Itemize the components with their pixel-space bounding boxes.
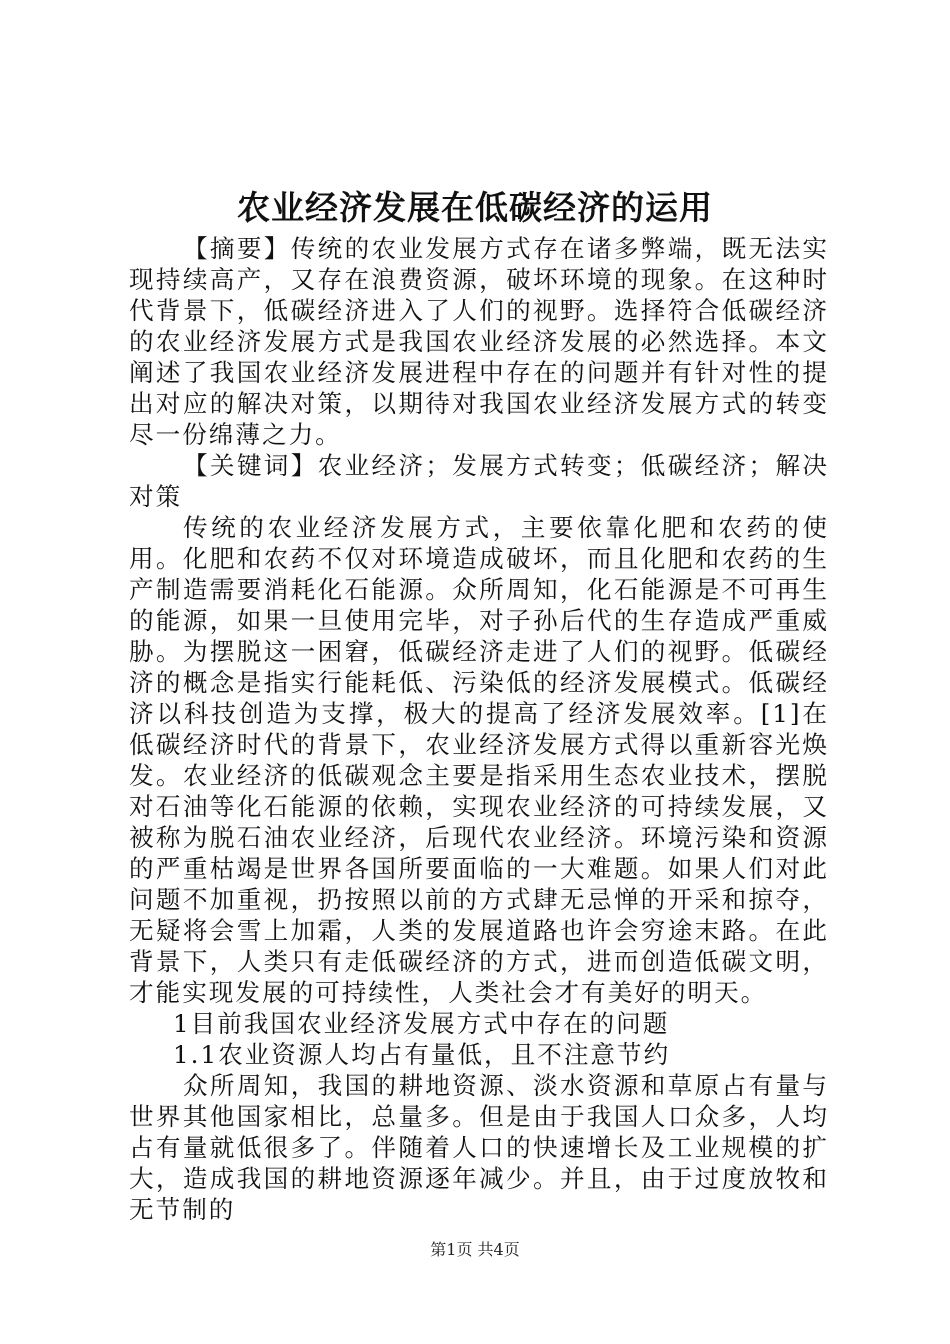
document-body bbox=[129, 233, 829, 1225]
body-paragraph: 传统的农业经济发展方式，主要依靠化肥和农药的使用。化肥和农药不仅对环境造成破坏，而且化肥和农药的生产制造需要消耗化石能源。众所周知，化石能源是不可再生的能源，如果一旦使用完毕，对子孙后代的生存造成严重威胁。为摆脱这一困窘，低碳经济走进了人们的视野。低碳经济的概念是指实行能耗低、污染低的经济发展模式。低碳经济以科技创造为支撑，极大的提高了经济发展效率。[1]在低碳经济时代的背景下，农业经济发展方式得以重新容光焕发。农业经济的低碳观念主要是指采用生态农业技术，摆脱对石油等化石能源的依赖，实现农业经济的可持续发展，又被称为脱石油农业经济，后现代农业经济。环境污染和资源的严重枯竭是世界各国所要面临的一大难题。如果人们对此问题不加重视，扔按照以前的方式肆无忌惮的开采和掠夺，无疑将会雪上加霜，人类的发展道路也许会穷途末路。在此背景下，人类只有走低碳经济的方式，进而创造低碳文明，才能实现发展的可持续性，人类社会才有美好的明天。 bbox=[129, 513, 829, 1007]
body-paragraph: 众所周知，我国的耕地资源、淡水资源和草原占有量与世界其他国家相比，总量多。但是由于我国人口众多，人均占有量就低很多了。伴随着人口的快速增长及工业规模的扩大，造成我国的耕地资源逐年减少。并且，由于过度放牧和无节制的 bbox=[129, 1071, 829, 1224]
subsection-heading: 1.1农业资源人均占有量低，且不注意节约 bbox=[173, 1040, 671, 1069]
page-footer: 第1页 共4页 bbox=[430, 1240, 520, 1259]
document-title: 农业经济发展在低碳经济的运用 bbox=[237, 188, 713, 227]
keywords-paragraph: 【关键词】农业经济；发展方式转变；低碳经济；解决对策 bbox=[129, 451, 829, 511]
section-heading: 1目前我国农业经济发展方式中存在的问题 bbox=[173, 1009, 670, 1038]
abstract-paragraph: 【摘要】传统的农业发展方式存在诸多弊端，既无法实现持续高产，又存在浪费资源，破坏环境的现象。在这种时代背景下，低碳经济进入了人们的视野。选择符合低碳经济的农业经济发展方式是我国农业经济发展的必然选择。本文阐述了我国农业经济发展进程中存在的问题并有针对性的提出对应的解决对策，以期待对我国农业经济发展方式的转变尽一份绵薄之力。 bbox=[129, 234, 829, 449]
